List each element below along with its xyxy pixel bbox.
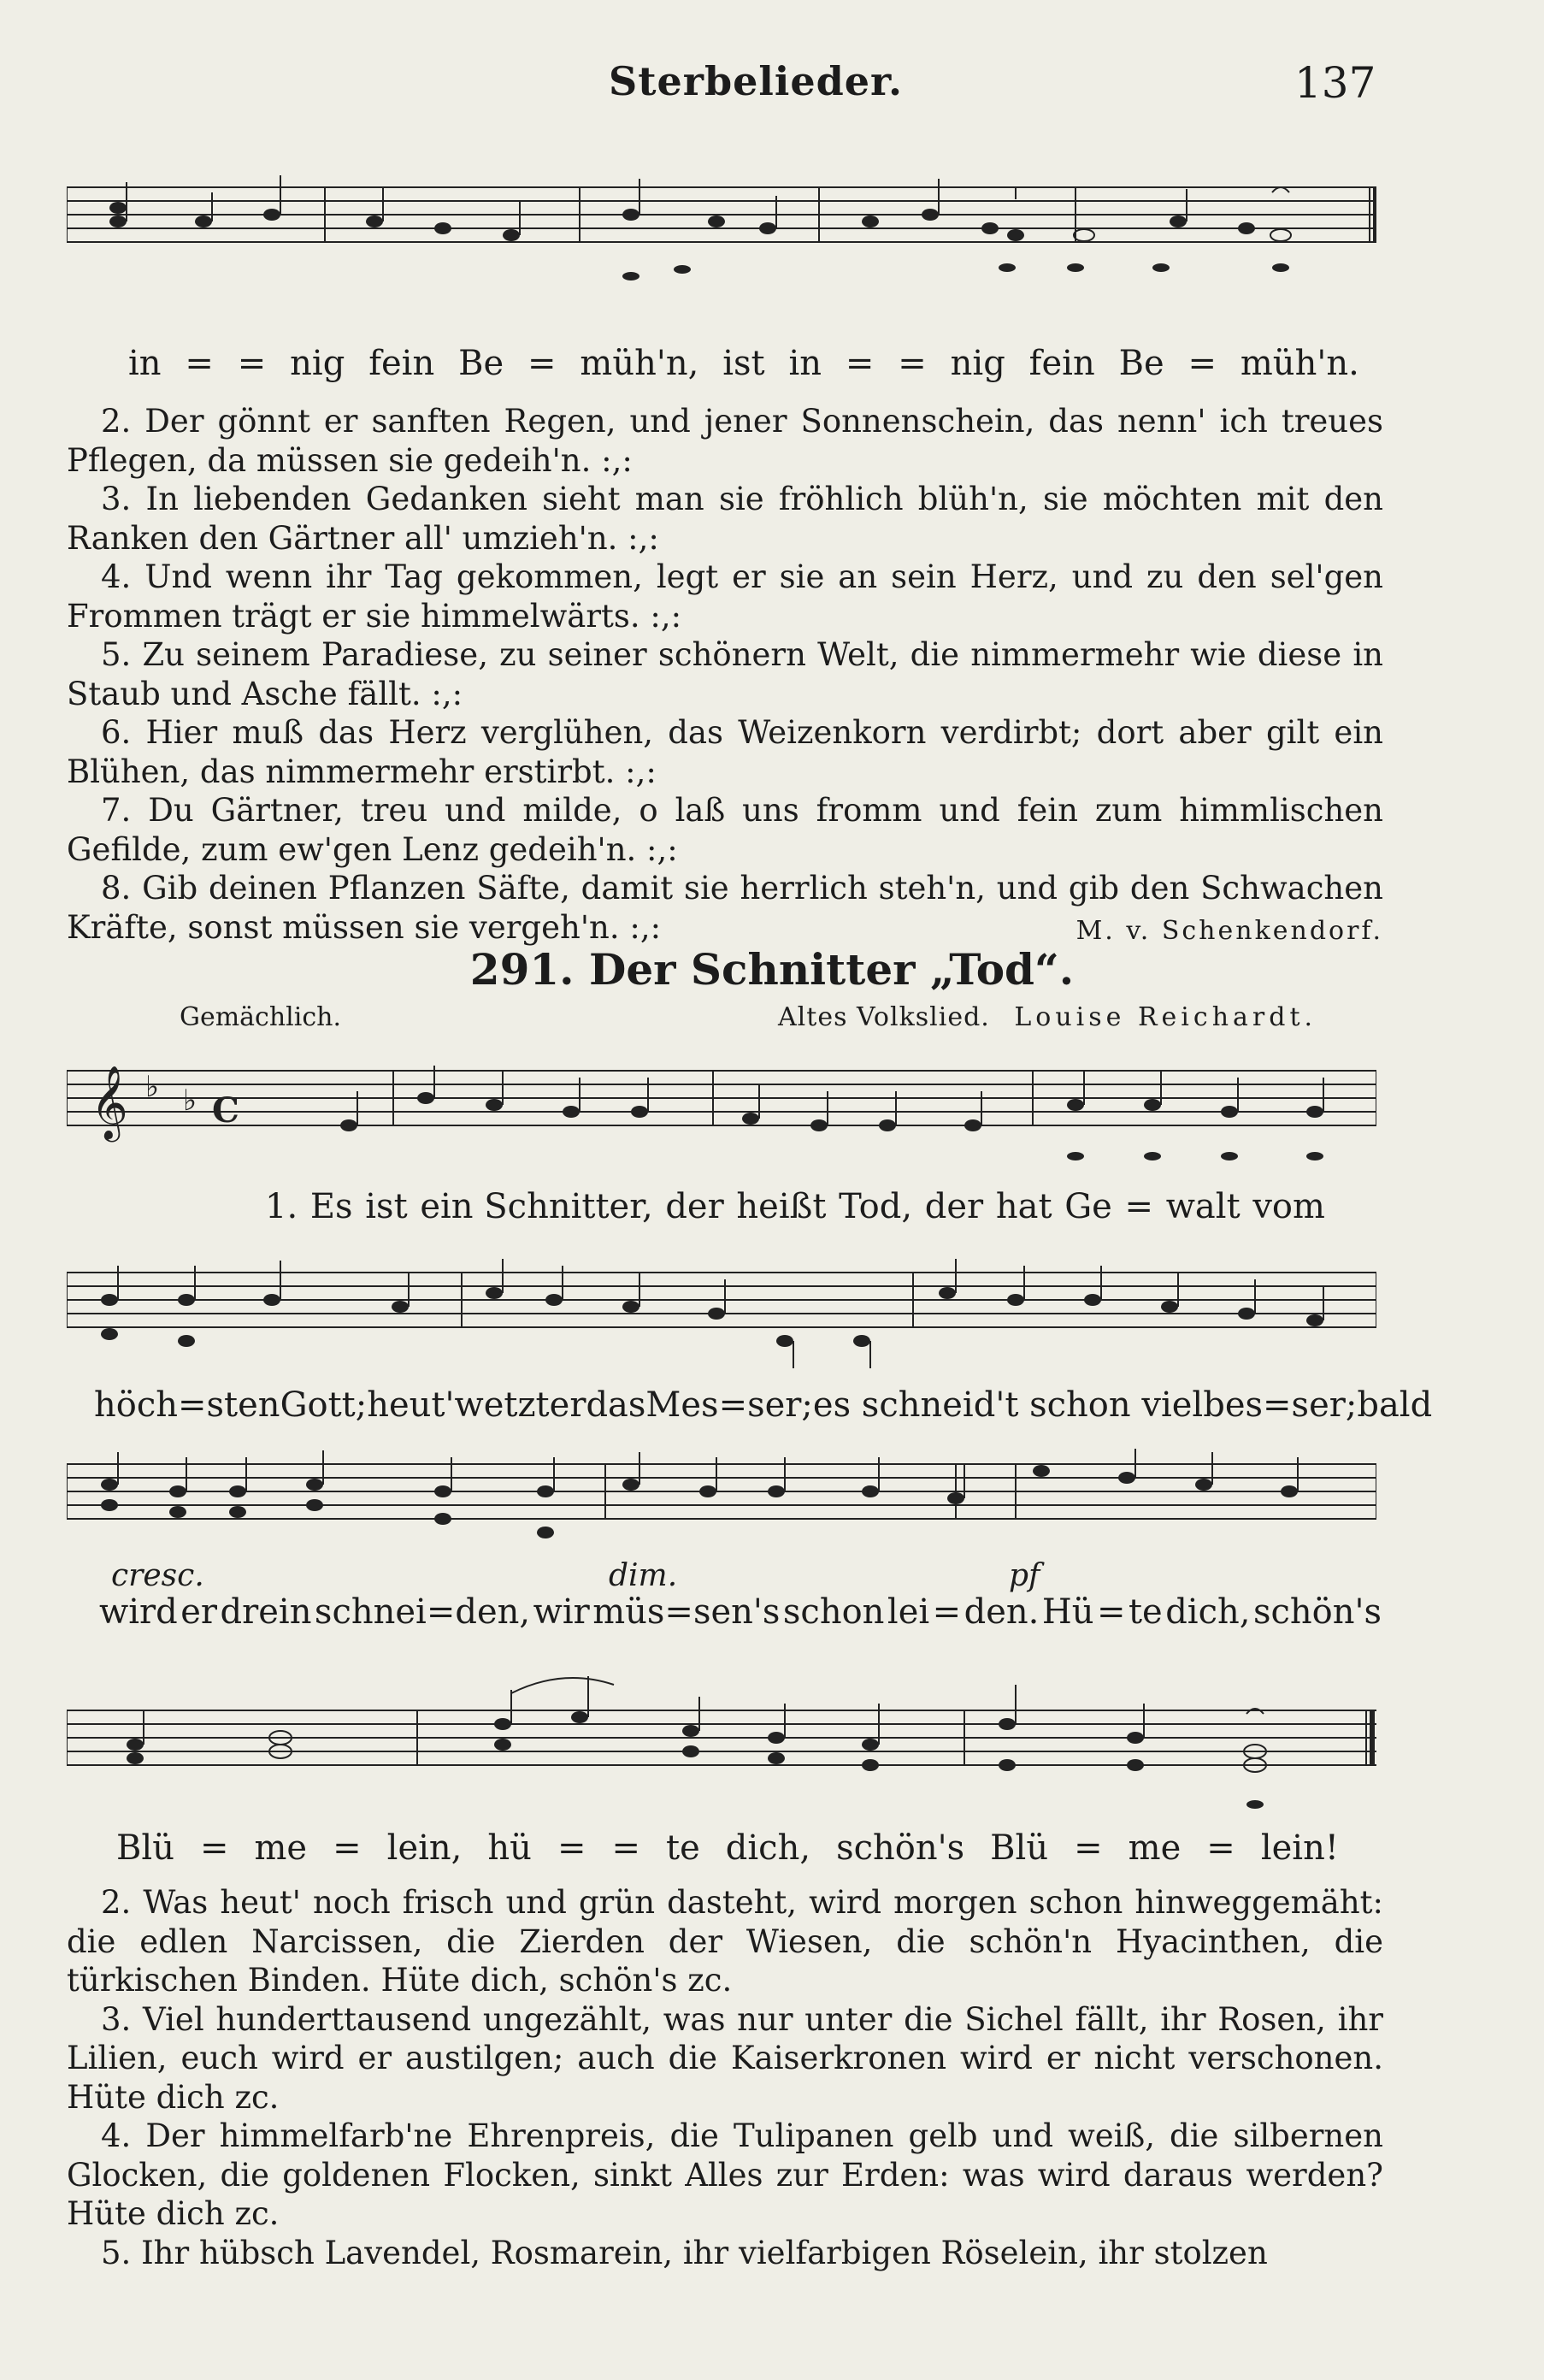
lyric-syllable: Gott; bbox=[280, 1385, 368, 1425]
composer-name: Louise Reichardt. bbox=[1014, 1002, 1317, 1032]
lyric-syllable: lein! bbox=[1260, 1828, 1339, 1868]
lyric-syllable: walt bbox=[1165, 1187, 1241, 1226]
lyric-syllable: schon bbox=[782, 1592, 885, 1632]
song-title-text: Der Schnitter „Tod“. bbox=[589, 944, 1075, 995]
lyric-syllable: = bbox=[845, 344, 875, 383]
lyric-syllable: wir bbox=[533, 1592, 590, 1632]
lyric-syllable: hü bbox=[487, 1828, 532, 1868]
music-notation-3 bbox=[67, 1445, 1376, 1565]
lyric-syllable: nig bbox=[290, 344, 345, 383]
verse-2: 2. Der gönnt er sanften Regen, und jener Sonnenschein, das nenn' ich treues Pflegen, da müssen sie gedeih'n. :,: bbox=[67, 403, 1383, 479]
lyric-line-1 bbox=[265, 1187, 1325, 1226]
verse-5: 5. Ihr hübsch Lavendel, Rosmarein, ihr vielfarbigen Röselein, ihr stolzen bbox=[101, 2234, 1268, 2271]
verse-8 bbox=[67, 869, 1383, 947]
lyric-syllable: fein bbox=[368, 344, 435, 383]
lyric-syllable: Be bbox=[458, 344, 504, 383]
tempo-marking: Gemächlich. bbox=[180, 1002, 342, 1032]
music-notation-top bbox=[67, 175, 1376, 321]
lyric-syllable: Blü bbox=[990, 1828, 1049, 1868]
lyric-syllable: heißt bbox=[736, 1187, 827, 1226]
page-header-title: Sterbelieder. bbox=[609, 58, 904, 104]
lyric-syllable: schön's bbox=[836, 1828, 965, 1868]
lyric-line-2 bbox=[94, 1385, 1433, 1425]
source-text: Altes Volkslied. bbox=[778, 1002, 990, 1032]
music-notation-2 bbox=[67, 1249, 1376, 1377]
lyric-syllable: = bbox=[932, 1592, 962, 1632]
lyric-syllable: der bbox=[665, 1187, 724, 1226]
svg-text:C: C bbox=[212, 1090, 239, 1131]
author-credit: M. v. Schenkendorf. bbox=[1075, 915, 1383, 946]
lyric-syllable: te bbox=[666, 1828, 700, 1868]
lyric-syllable: te bbox=[1128, 1592, 1163, 1632]
lyric-syllable: = bbox=[1074, 1828, 1103, 1868]
song-number: 291. bbox=[469, 944, 575, 995]
svg-text:♭: ♭ bbox=[183, 1084, 197, 1118]
lyric-syllable: der bbox=[924, 1187, 984, 1226]
lyric-syllable: wetzt bbox=[454, 1385, 550, 1425]
lyric-line-top bbox=[128, 344, 1359, 383]
verse-8-text: 8. Gib deinen Pflanzen Säfte, damit sie herrlich steh'n, und gib den Schwachen Kräfte, sonst müssen sie vergeh'n. :,: bbox=[67, 870, 1383, 946]
lyric-syllable: lein, bbox=[386, 1828, 463, 1868]
lyric-syllable: es schneid't schon viel bbox=[812, 1385, 1204, 1425]
dynamic-dim: dim. bbox=[609, 1558, 678, 1593]
music-staff-1 bbox=[67, 1045, 1376, 1190]
lyric-syllable: = bbox=[199, 1828, 229, 1868]
lyric-syllable: = bbox=[557, 1828, 586, 1868]
verse-7: 7. Du Gärtner, treu und milde, o laß uns fromm und fein zum himmlischen Gefilde, zum ew'gen Lenz gedeih'n. :,: bbox=[67, 792, 1383, 868]
lyric-syllable: me bbox=[254, 1828, 308, 1868]
lyric-syllable: Hü bbox=[1041, 1592, 1094, 1632]
lyric-syllable: bald bbox=[1357, 1385, 1433, 1425]
music-staff-2 bbox=[67, 1249, 1376, 1377]
lyric-syllable: Tod, bbox=[839, 1187, 913, 1226]
lyric-syllable: = bbox=[1124, 1187, 1154, 1226]
lyric-syllable: schnei=den, bbox=[314, 1592, 531, 1632]
verse-6: 6. Hier muß das Herz verglühen, das Weizenkorn verdirbt; dort aber gilt ein Blühen, das nimmermehr erstirbt. :,: bbox=[67, 714, 1383, 790]
lyric-syllable: nig bbox=[950, 344, 1005, 383]
lyric-syllable: in bbox=[788, 344, 822, 383]
lyric-syllable: hat bbox=[995, 1187, 1052, 1226]
music-staff-3 bbox=[67, 1445, 1376, 1565]
lyric-syllable: ist bbox=[365, 1187, 408, 1226]
lyric-syllable: ein Schnitter, bbox=[420, 1187, 653, 1226]
lyric-syllable: er bbox=[180, 1592, 218, 1632]
lyric-syllable: drein bbox=[220, 1592, 312, 1632]
lyric-syllable: = bbox=[527, 344, 557, 383]
lyric-syllable: höch=sten bbox=[94, 1385, 280, 1425]
lyric-syllable: müs=sen's bbox=[592, 1592, 781, 1632]
svg-text:♭: ♭ bbox=[145, 1070, 160, 1104]
music-notation-1 bbox=[67, 1045, 1376, 1190]
lyric-syllable: lei bbox=[887, 1592, 930, 1632]
lyric-syllable: me bbox=[1128, 1828, 1182, 1868]
dynamic-pf: pf bbox=[1009, 1558, 1040, 1593]
verse-3: 3. In liebenden Gedanken sieht man sie fröhlich blüh'n, sie möchten mit den Ranken den Gärtner all' umzieh'n. :,: bbox=[67, 481, 1383, 557]
verse-3: 3. Viel hunderttausend ungezählt, was nur unter die Sichel fällt, ihr Rosen, ihr Lilien, euch wird er austilgen; auch die Kaiserkronen wird er nicht verschonen. Hüte dich zc. bbox=[67, 2000, 1383, 2116]
lyric-syllable: ist bbox=[722, 344, 765, 383]
lyric-syllable: Be bbox=[1118, 344, 1164, 383]
music-staff-4 bbox=[67, 1659, 1376, 1822]
verse-block-song-291 bbox=[67, 1883, 1383, 2272]
lyric-syllable: den. bbox=[964, 1592, 1040, 1632]
song-title bbox=[0, 944, 1544, 995]
lyric-syllable: = bbox=[898, 344, 927, 383]
lyric-syllable: = bbox=[333, 1828, 362, 1868]
lyric-syllable: = bbox=[185, 344, 214, 383]
lyric-syllable: Blü bbox=[116, 1828, 174, 1868]
lyric-syllable: wird bbox=[99, 1592, 178, 1632]
lyric-syllable: er bbox=[549, 1385, 586, 1425]
lyric-syllable: 1. bbox=[265, 1187, 298, 1226]
music-notation-4 bbox=[67, 1659, 1376, 1822]
lyric-syllable: bes bbox=[1203, 1385, 1264, 1425]
lyric-syllable: ser; bbox=[1291, 1385, 1358, 1425]
lyric-syllable: müh'n. bbox=[1240, 344, 1359, 383]
source-credit bbox=[778, 1002, 1317, 1032]
lyric-syllable: Ge bbox=[1064, 1187, 1112, 1226]
verse-5: 5. Zu seinem Paradiese, zu seiner schönern Welt, die nimmermehr wie diese in Staub und Asche fällt. :,: bbox=[67, 636, 1383, 712]
lyric-syllable: Mes=ser; bbox=[645, 1385, 813, 1425]
lyric-syllable: = bbox=[237, 344, 267, 383]
verse-2: 2. Was heut' noch frisch und grün dasteht, wird morgen schon hinweggemäht: die edlen Narcissen, die Zierden der Wiesen, die schön'n Hyacinthen, die türkischen Binden. Hüte dich, schön's zc. bbox=[67, 1884, 1383, 1999]
lyric-syllable: müh'n, bbox=[580, 344, 699, 383]
lyric-syllable: fein bbox=[1028, 344, 1095, 383]
lyric-syllable: Es bbox=[309, 1187, 353, 1226]
lyric-syllable: heut' bbox=[367, 1385, 455, 1425]
lyric-syllable: = bbox=[611, 1828, 640, 1868]
lyric-syllable: = bbox=[1096, 1592, 1126, 1632]
dynamic-cresc: cresc. bbox=[111, 1558, 204, 1593]
verse-4: 4. Und wenn ihr Tag gekommen, legt er sie an sein Herz, und zu den sel'gen Frommen trägt er sie himmelwärts. :,: bbox=[67, 558, 1383, 635]
music-staff-top bbox=[67, 175, 1376, 321]
lyric-syllable: in bbox=[128, 344, 162, 383]
lyric-syllable: das bbox=[586, 1385, 646, 1425]
lyric-syllable: = bbox=[1263, 1385, 1292, 1425]
lyric-syllable: dich, bbox=[1165, 1592, 1251, 1632]
verse-block-top bbox=[67, 402, 1383, 950]
svg-text:𝄞: 𝄞 bbox=[91, 1066, 128, 1139]
lyric-syllable: vom bbox=[1252, 1187, 1325, 1226]
verse-4: 4. Der himmelfarb'ne Ehrenpreis, die Tulipanen gelb und weiß, die silbernen Glocken, die goldenen Flocken, sinkt Alles zur Erden: was wird daraus werden? Hüte dich zc. bbox=[67, 2117, 1383, 2232]
lyric-syllable: = bbox=[1206, 1828, 1235, 1868]
lyric-syllable: dich, bbox=[725, 1828, 811, 1868]
lyric-line-3 bbox=[99, 1592, 1382, 1632]
page-number: 137 bbox=[1294, 58, 1376, 108]
lyric-syllable: = bbox=[1187, 344, 1217, 383]
lyric-line-4 bbox=[116, 1828, 1339, 1868]
lyric-syllable: schön's bbox=[1252, 1592, 1382, 1632]
